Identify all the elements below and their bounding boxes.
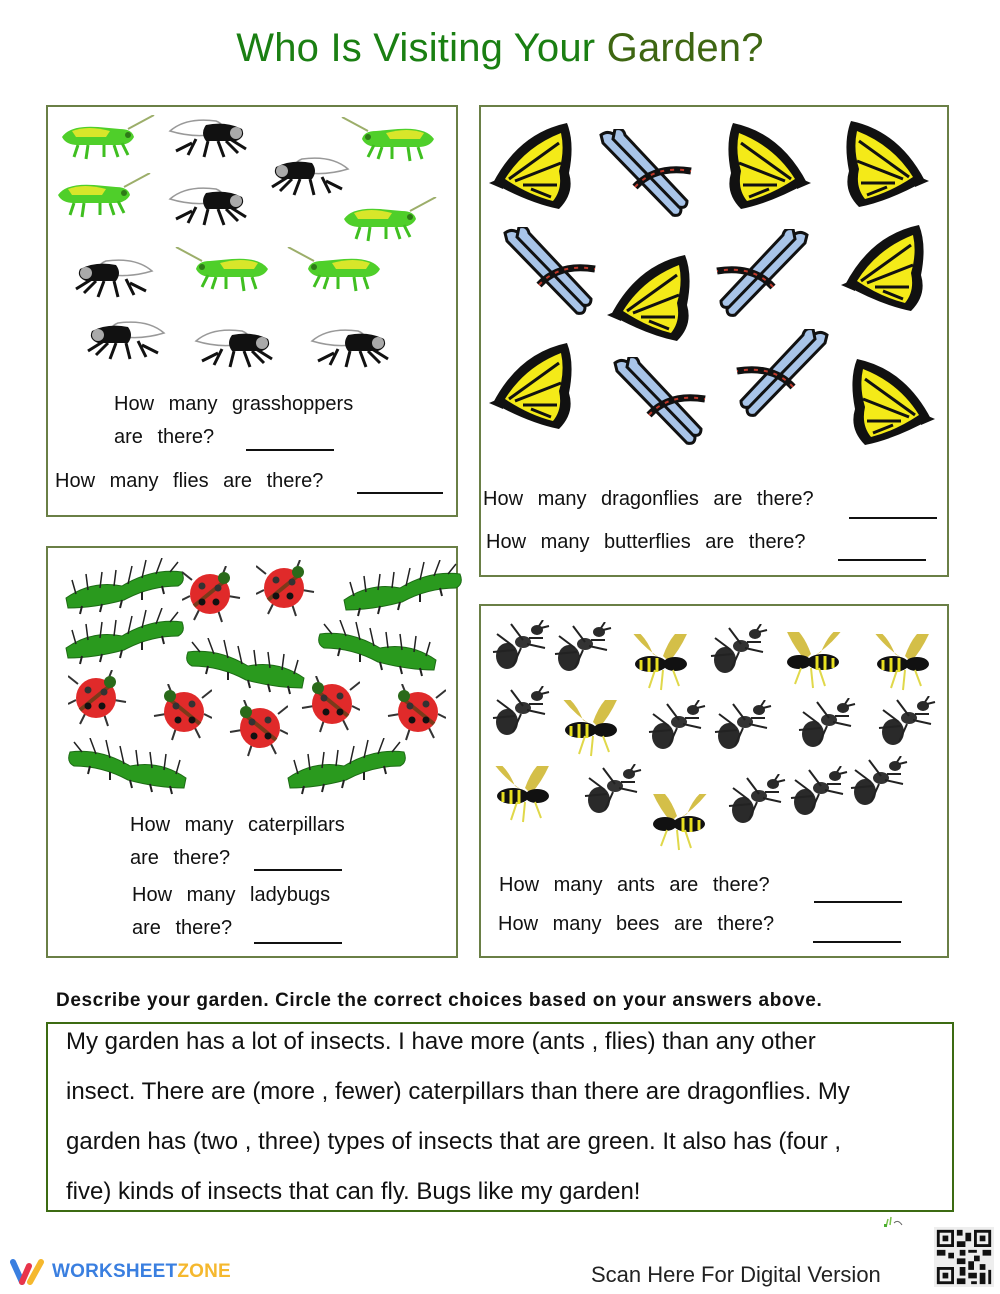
describe-line-1: My garden has a lot of insects. I have more (ants , flies) than any other [66, 1028, 816, 1055]
caterpillar-icon [316, 620, 440, 680]
bee-icon [643, 794, 707, 856]
qr-code-icon[interactable] [934, 1227, 994, 1287]
ant-icon [713, 700, 773, 760]
ladybug-icon [148, 684, 212, 746]
bee-icon [495, 766, 559, 828]
question-ladybugs-line1: How many ladybugs [132, 884, 331, 906]
question-flies: How many flies are there? [55, 470, 324, 492]
ant-icon [709, 624, 769, 684]
butterfly-icon [721, 123, 811, 213]
answer-grasshoppers-blank[interactable] [246, 449, 334, 451]
ant-icon [647, 700, 707, 760]
question-butterflies: How many butterflies are there? [486, 531, 806, 553]
grasshopper-icon [338, 117, 438, 167]
ladybug-icon [296, 676, 360, 738]
ant-icon [797, 698, 857, 758]
butterfly-icon [841, 225, 931, 315]
title-text: Who Is Visiting Your [236, 26, 607, 70]
grasshopper-icon [172, 247, 272, 297]
dragonfly-icon [713, 229, 813, 319]
question-dragonflies: How many dragonflies are there? [483, 488, 814, 510]
describe-line-4: five) kinds of insects that can fly. Bugs like my garden! [66, 1178, 641, 1205]
bee-icon [875, 634, 939, 696]
logo-text: WORKSHEETZONE [52, 1261, 231, 1282]
question-caterpillars-line1: How many caterpillars [130, 814, 345, 836]
fly-icon [78, 315, 168, 365]
sprout-icon [882, 1215, 904, 1229]
caterpillar-icon [66, 738, 190, 798]
ladybug-icon [68, 670, 132, 732]
logo-mark-icon [10, 1259, 46, 1285]
butterfly-icon [845, 359, 935, 449]
dragonfly-icon [733, 329, 833, 419]
question-grasshoppers-line1: How many grasshoppers [114, 393, 354, 415]
panel-dragonflies-butterflies [479, 105, 949, 577]
answer-ladybugs-blank[interactable] [254, 942, 342, 944]
ant-icon [877, 696, 937, 756]
answer-bees-blank[interactable] [813, 941, 901, 943]
scan-here-text: Scan Here For Digital Version [591, 1262, 881, 1287]
answer-dragonflies-blank[interactable] [849, 517, 937, 519]
page-title [0, 26, 1000, 71]
ladybug-icon [224, 700, 288, 762]
describe-paragraph-box [46, 1022, 954, 1212]
ant-icon [789, 766, 849, 826]
answer-butterflies-blank[interactable] [838, 559, 926, 561]
fly-icon [66, 253, 156, 303]
panel-ants-bees [479, 604, 949, 958]
answer-ants-blank[interactable] [814, 901, 902, 903]
ant-icon [491, 686, 551, 746]
dragonfly-icon [499, 227, 599, 317]
describe-instruction: Describe your garden. Circle the correct choices based on your answers above. [56, 990, 823, 1011]
caterpillar-icon [340, 560, 464, 620]
question-bees: How many bees are there? [498, 913, 775, 935]
panel-caterpillars-ladybugs [46, 546, 458, 958]
fly-icon [166, 181, 256, 231]
grasshopper-icon [58, 115, 158, 165]
answer-caterpillars-blank[interactable] [254, 869, 342, 871]
butterfly-icon [489, 343, 579, 433]
panel-grasshoppers-flies [46, 105, 458, 517]
ladybug-icon [382, 684, 446, 746]
dragonfly-icon [595, 129, 695, 219]
bee-icon [633, 634, 697, 696]
grasshopper-icon [54, 173, 154, 223]
bee-icon [563, 700, 627, 762]
worksheetzone-logo[interactable] [10, 1259, 231, 1285]
caterpillar-icon [284, 738, 408, 798]
question-caterpillars-line2: are there? [130, 847, 231, 869]
fly-icon [192, 323, 282, 373]
ant-icon [849, 756, 909, 816]
ant-icon [553, 622, 613, 682]
fly-icon [308, 323, 398, 373]
question-ants: How many ants are there? [499, 874, 770, 896]
fly-icon [166, 113, 256, 163]
bee-icon [777, 632, 841, 694]
ant-icon [583, 764, 643, 824]
caterpillar-icon [62, 608, 186, 668]
ant-icon [727, 774, 787, 834]
answer-flies-blank[interactable] [357, 492, 443, 494]
grasshopper-icon [284, 247, 384, 297]
grasshopper-icon [340, 197, 440, 247]
dragonfly-icon [609, 357, 709, 447]
butterfly-icon [607, 255, 697, 345]
ant-icon [491, 620, 551, 680]
describe-line-2: insect. There are (more , fewer) caterpillars than there are dragonflies. My [66, 1078, 850, 1105]
question-grasshoppers-line2: are there? [114, 426, 215, 448]
ladybug-icon [182, 566, 246, 628]
butterfly-icon [839, 121, 929, 211]
describe-line-3: garden has (two , three) types of insects that are green. It also has (four , [66, 1128, 842, 1155]
question-ladybugs-line2: are there? [132, 917, 233, 939]
butterfly-icon [489, 123, 579, 213]
ladybug-icon [256, 560, 320, 622]
title-garden: Garden? [606, 26, 764, 70]
